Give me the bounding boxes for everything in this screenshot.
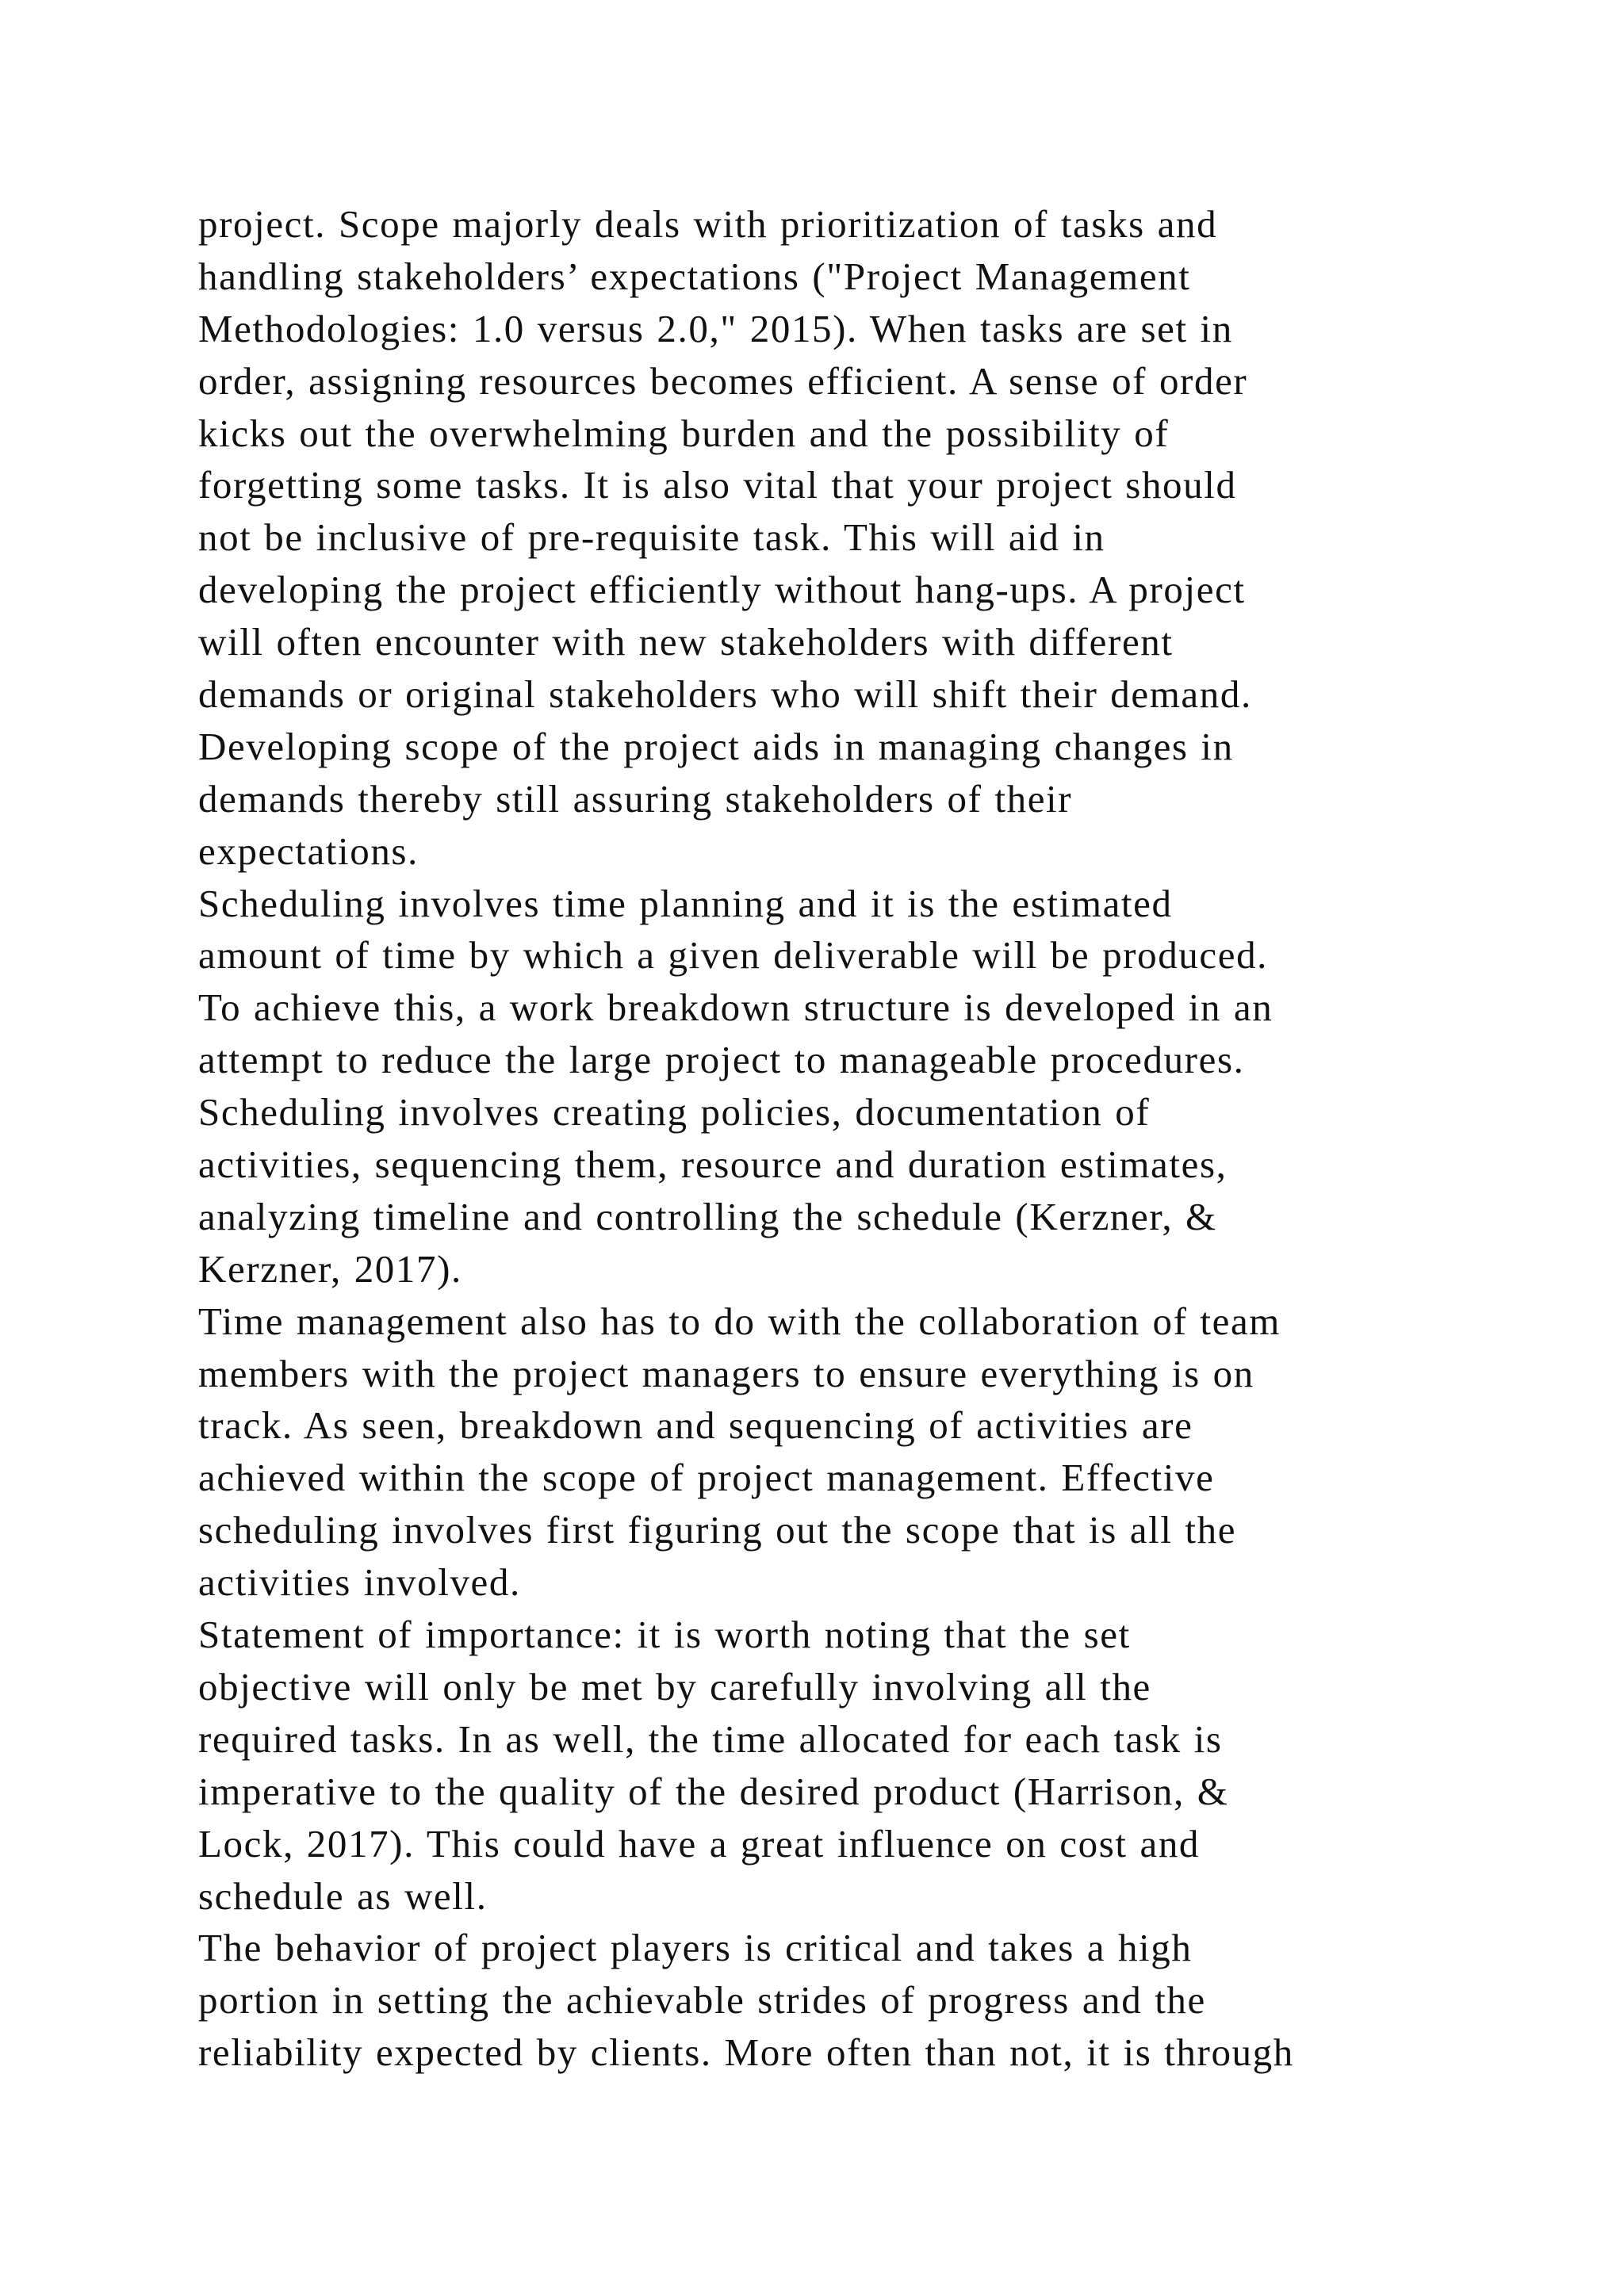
text-line: required tasks. In as well, the time allocated for each task is	[198, 1716, 1223, 1761]
text-line: track. As seen, breakdown and sequencing of activities are	[198, 1403, 1193, 1448]
text-line: demands thereby still assuring stakeholders of their	[198, 776, 1073, 821]
text-line: imperative to the quality of the desired product (Harrison, &	[198, 1769, 1229, 1813]
text-line: project. Scope majorly deals with prioritization of tasks and	[198, 202, 1218, 246]
text-line: objective will only be met by carefully involving all the	[198, 1664, 1151, 1709]
text-line: handling stakeholders’ expectations ("Project Management	[198, 254, 1191, 298]
text-line: Kerzner, 2017).	[198, 1246, 462, 1291]
text-line: achieved within the scope of project management. Effective	[198, 1456, 1215, 1500]
text-line: developing the project efficiently without hang-ups. A project	[198, 568, 1246, 612]
text-line: not be inclusive of pre-requisite task. This will aid in	[198, 515, 1105, 560]
body-text	[198, 198, 1467, 2079]
text-line: Statement of importance: it is worth noting that the set	[198, 1613, 1131, 1657]
text-line: Developing scope of the project aids in managing changes in	[198, 724, 1234, 768]
text-line: reliability expected by clients. More often than not, it is through	[198, 2030, 1294, 2075]
text-line: Time management also has to do with the collaboration of team	[198, 1299, 1281, 1343]
text-line: Scheduling involves time planning and it is the estimated	[198, 881, 1173, 925]
text-line: forgetting some tasks. It is also vital that your project should	[198, 463, 1237, 507]
text-line: The behavior of project players is critical and takes a high	[198, 1926, 1193, 1970]
text-line: schedule as well.	[198, 1873, 488, 1918]
text-line: portion in setting the achievable strides of progress and the	[198, 1978, 1206, 2022]
text-line: members with the project managers to ensure everything is on	[198, 1351, 1254, 1395]
text-line: activities involved.	[198, 1560, 521, 1605]
text-line: activities, sequencing them, resource and duration estimates,	[198, 1142, 1228, 1187]
text-line: Scheduling involves creating policies, documentation of	[198, 1090, 1151, 1135]
text-line: attempt to reduce the large project to manageable procedures.	[198, 1038, 1245, 1082]
text-line: expectations.	[198, 828, 419, 873]
text-line: demands or original stakeholders who will shift their demand.	[198, 672, 1252, 717]
text-line: Methodologies: 1.0 versus 2.0," 2015). When tasks are set in	[198, 306, 1233, 350]
text-line: To achieve this, a work breakdown structure is developed in an	[198, 985, 1274, 1030]
text-line: analyzing timeline and controlling the schedule (Kerzner, &	[198, 1194, 1217, 1238]
text-line: scheduling involves first figuring out the scope that is all the	[198, 1508, 1237, 1552]
text-line: Lock, 2017). This could have a great influence on cost and	[198, 1821, 1201, 1866]
text-line: will often encounter with new stakeholders with different	[198, 620, 1174, 664]
text-line: kicks out the overwhelming burden and the possibility of	[198, 411, 1170, 455]
text-line: order, assigning resources becomes efficient. A sense of order	[198, 358, 1248, 403]
text-line: amount of time by which a given deliverable will be produced.	[198, 933, 1269, 978]
